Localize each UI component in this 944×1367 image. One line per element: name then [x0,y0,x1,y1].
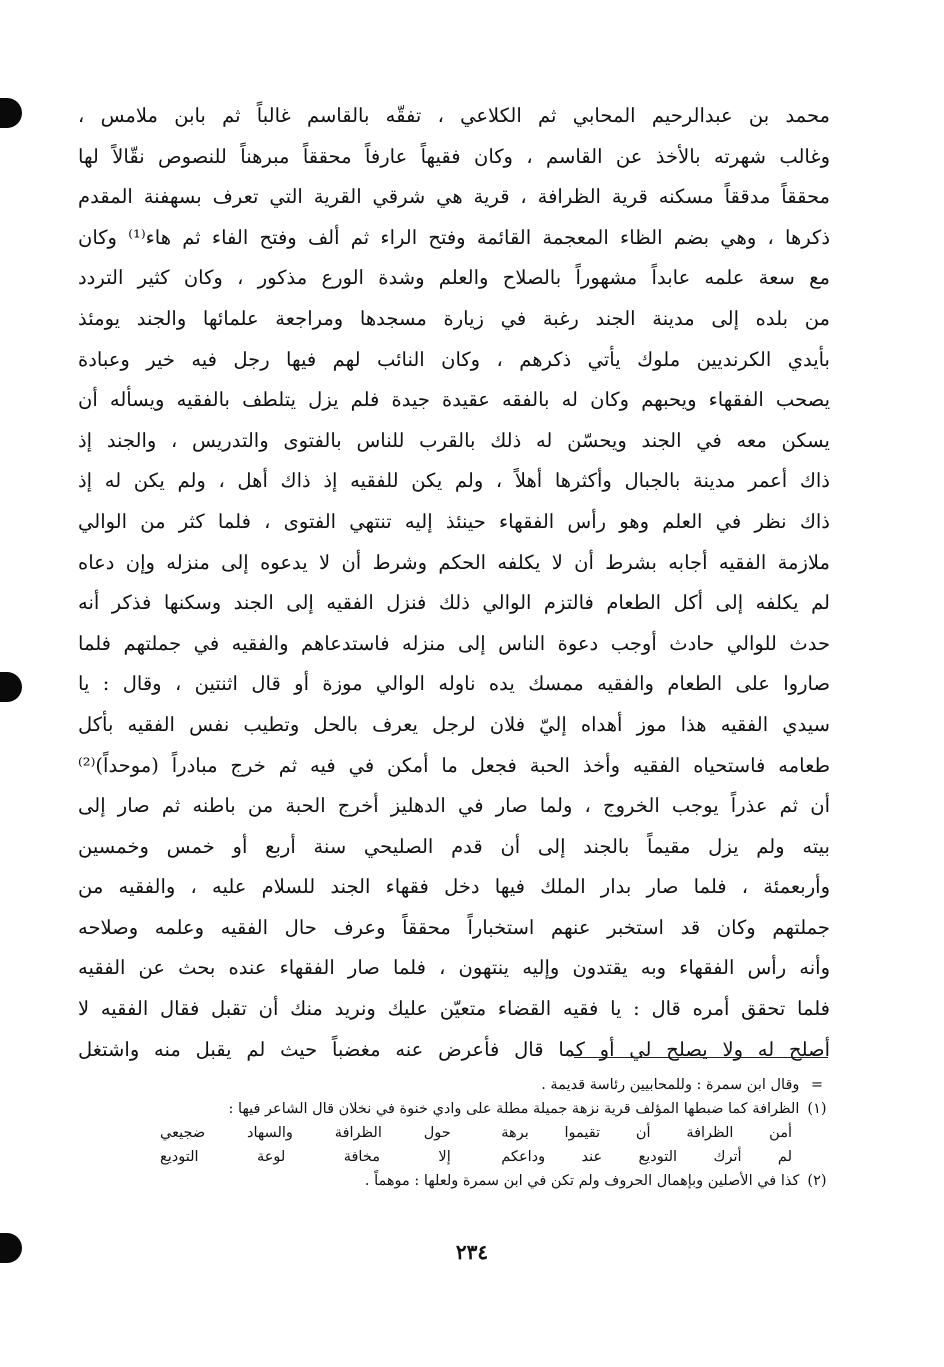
page-number: ٢٣٤ [455,1240,489,1264]
footnote-separator [574,1057,828,1058]
text-line: من بلده إلى مدينة الجند رغبة في زيارة مسجدها ومراجعة علمائها والجند يومئذ [78,306,830,330]
text-line: حدث للوالي حادث أوجب دعوة الناس إلى منزله فاستدعاهم والفقيه في جملتهم فلما [78,631,830,655]
text-line: بأيدي الكرنديين ملوك يأتي ذكرهم ، وكان النائب لهم فيها رجل فيه خير وعبادة [78,347,830,371]
text-line: ملازمة الفقيه أجابه بشرط أن لا يكلفه الحكم وشرط أن لا يدعوه إلى منزله وإن دعاه [78,550,830,574]
text-line: أصلح له ولا يصلح لي أو كما قال فأعرض عنه مغضباً حيث لم يقبل منه واشتغل [78,1037,830,1061]
text-line: ذاك نظر في العلم وهو رأس الفقهاء حينئذ إليه تنتهي الفتوى ، فلما كثر من الوالي [78,509,830,533]
text-line: طعامه فاستحياه الفقيه وأخذ الحبة فجعل ما أمكن في فيه ثم خرج مبادراً (موحداً)⁽²⁾ [78,753,830,777]
text-line: ذاك أعمر مدينة بالجبال وأكثرها أهلاً ، ولم يكن للفقيه إذ ذاك أهل ، ولم يكن له إذ [78,469,830,493]
verse-hemistich: إلا مخافة لوعة التوديع [160,1149,451,1165]
text-line: ذكرها ، وهي بضم الظاء المعجمة القائمة وفتح الراء ثم ألف وفتح الفاء ثم هاء⁽¹⁾ وكان [78,225,830,249]
verse-line [150,1145,830,1169]
text-line: سيدي الفقيه هذا موز أهداه إليّ فلان لرجل يعرف بالحل وتطيب نفس الفقيه بأكل [78,712,830,736]
text-line: يصحب الفقهاء ويحبهم وكان له بالفقه عقيدة جيدة فلم يزل يتلطف بالفقيه ويسأله أن [78,388,830,412]
text-line: بيته ولم يزل مقيماً بالجند إلى أن قدم الصليحي سنة أربع أو خمس وخمسين [78,834,830,858]
text-line: جملتهم وكان قد استخبر عنهم استخباراً محققاً وعرف حال الفقيه وعلمه وصلاحه [78,915,830,939]
punch-hole [0,672,22,702]
footnote-text: كذا في الأصلين وبإهمال الحروف ولم تكن في ابن سمرة ولعلها : موهماً . [364,1173,800,1189]
text-line: وغالب شهرته بالأخذ عن القاسم ، وكان فقيهاً عارفاً محققاً مبرهناً للنصوص نقّالاً لها [78,144,830,168]
text-line: أن ثم عذراً يوجب الخروج ، ولما صار في الدهليز أخرج الحبة من باطنه ثم صار إلى [78,794,830,818]
footnote-text: الظرافة كما ضبطها المؤلف قرية نزهة جميلة مطلة على وادي خنوة في نخلان قال الشاعر فيها : [228,1101,800,1117]
text-line: صاروا على الطعام والفقيه ممسك يده ناوله الوالي موزة أو قال اثنتين ، وقال : يا [78,672,830,696]
footnote-marker: (١) [807,1101,827,1117]
text-line: وأنه رأس الفقهاء وبه يقتدون وإليه ينتهون ، فلما صار الفقهاء عنده بحث عن الفقيه [78,956,830,980]
verse-line [150,1121,830,1145]
verse-hemistich: أمن الظرافة أن تقيموا برهة [501,1125,792,1141]
text-line: محققاً مدققاً مسكنه قرية الظرافة ، قرية هي شرقي القرية التي تعرف بسهفنة المقدم [78,185,830,209]
text-line: لم يكلفه إلى أكل الطعام فالتزم الوالي ذلك فنزل الفقيه إلى الجند وسكنها فذكر أنه [78,591,830,615]
text-line: محمد بن عبدالرحيم المحابي ثم الكلاعي ، تفقّه بالقاسم غالباً ثم بابن ملامس ، [78,104,830,127]
footnote-marker: (٢) [807,1173,827,1189]
footnote-marker: = [810,1077,824,1093]
punch-hole [0,98,22,128]
footnote-1 [150,1097,830,1121]
verse-hemistich: لم أترك التوديع عند وداعكم [501,1149,792,1165]
text-line: فلما تحقق أمره قال : يا فقيه القضاء متعيّن عليك ونريد منك أن تقبل فقال الفقيه لا [78,997,830,1021]
verse-hemistich: حول الظرافة والسهاد ضجيعي [160,1125,451,1141]
footnotes-block [150,1073,830,1193]
main-text-block [78,96,830,1070]
text-line: وأربعمئة ، فلما صار بدار الملك فيها دخل فقهاء الجند للسلام عليه ، والفقيه من [78,875,830,899]
footnote-continuation [150,1073,830,1097]
footnote-2 [150,1169,830,1193]
text-line: مع سعة علمه عابداً مشهوراً بالصلاح والعلم وشدة الورع مذكور ، وكان كثير التردد [78,266,830,290]
text-line: يسكن معه في الجند ويحسّن له ذلك بالقرب للناس بالفتوى والتدريس ، والجند إذ [78,428,830,452]
footnote-text: وقال ابن سمرة : وللمحابيين رئاسة قديمة . [541,1077,800,1093]
